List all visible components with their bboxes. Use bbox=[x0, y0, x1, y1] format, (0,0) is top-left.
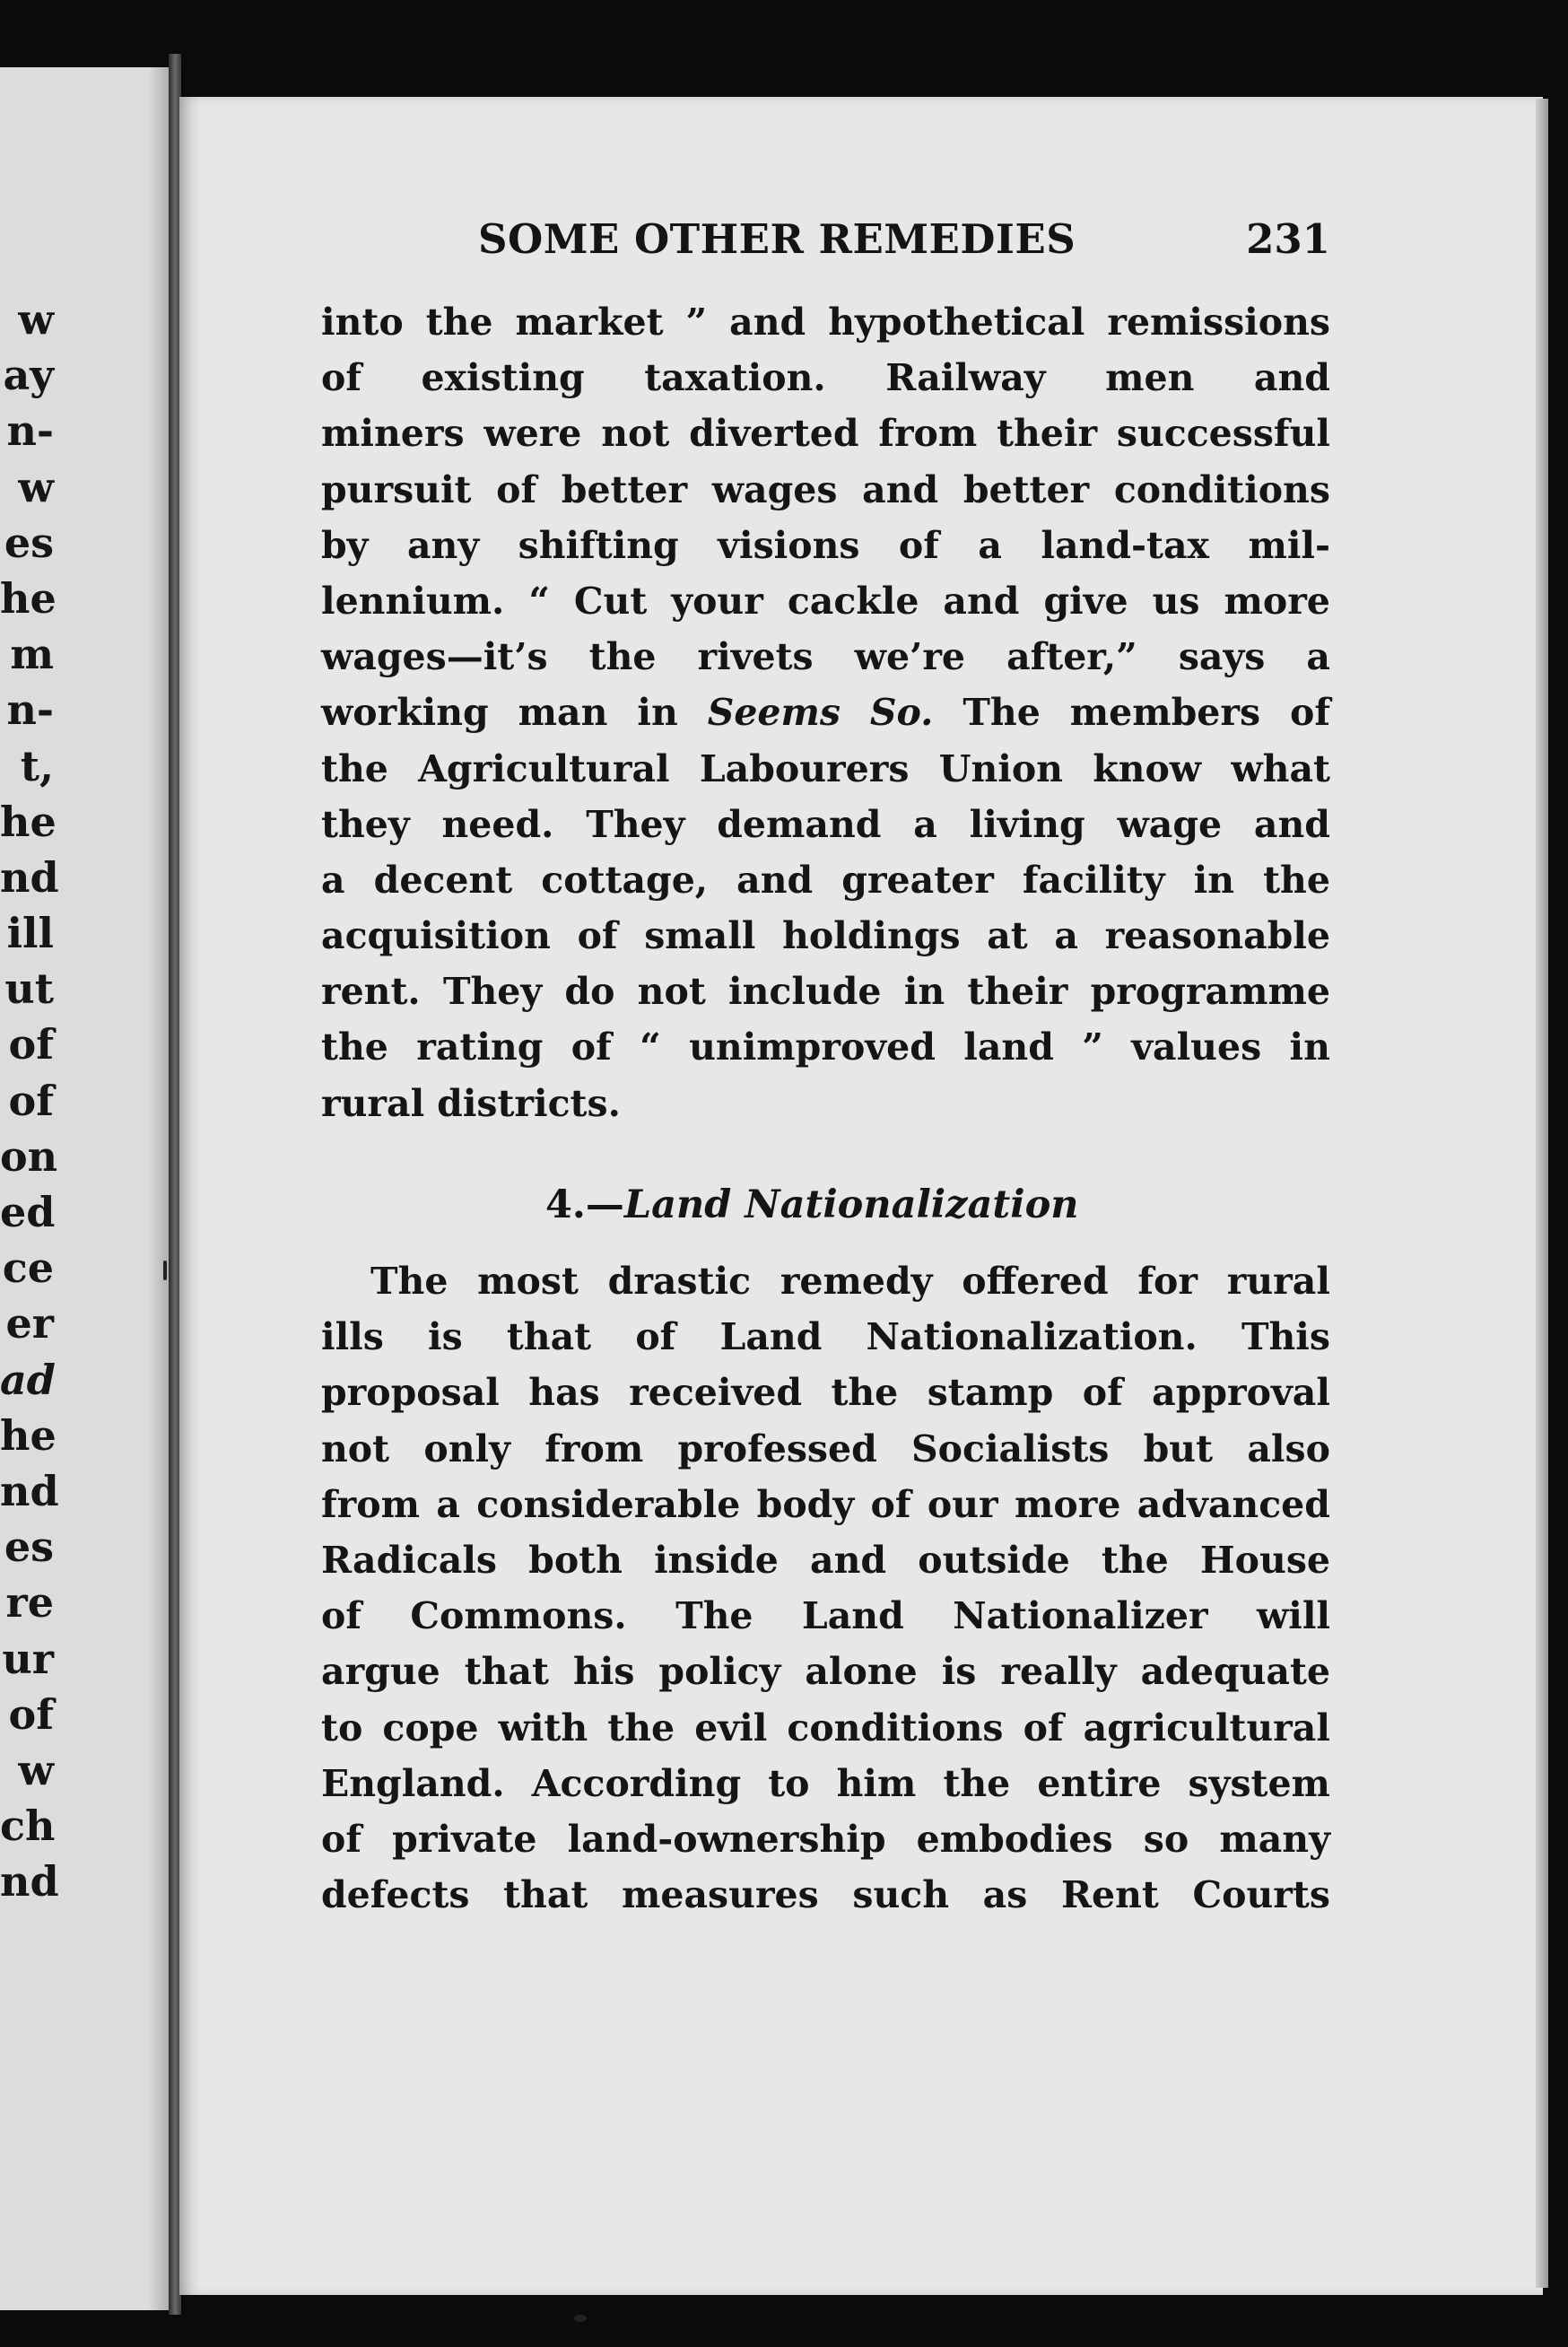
word: of bbox=[571, 1025, 612, 1069]
word: in bbox=[637, 691, 678, 735]
word: and bbox=[862, 467, 939, 511]
word: So. bbox=[869, 691, 934, 735]
word: entire bbox=[1037, 1761, 1162, 1805]
fragment: t, bbox=[20, 741, 54, 790]
fragment: of bbox=[8, 1076, 54, 1125]
fragment: er bbox=[5, 1299, 54, 1348]
word: a bbox=[913, 802, 937, 846]
word: that bbox=[503, 1873, 588, 1917]
scan-speck bbox=[574, 2315, 587, 2322]
word: many bbox=[1219, 1817, 1330, 1861]
word: Socialists bbox=[911, 1427, 1110, 1470]
word: holdings bbox=[782, 914, 961, 958]
fragment: ay bbox=[3, 351, 54, 400]
word: better bbox=[963, 467, 1090, 511]
word: says bbox=[1178, 635, 1266, 679]
word: not bbox=[321, 1427, 390, 1470]
fragment: w bbox=[18, 295, 54, 344]
word: hypothetical bbox=[828, 301, 1085, 344]
word: the bbox=[425, 301, 493, 344]
word: their bbox=[997, 412, 1098, 456]
fragment: ill bbox=[6, 909, 54, 958]
word: of bbox=[898, 523, 939, 567]
text-line bbox=[321, 1477, 1330, 1532]
word: diverted bbox=[689, 412, 859, 456]
word: facility bbox=[1022, 858, 1165, 902]
word: and bbox=[1253, 356, 1330, 400]
word: from bbox=[878, 412, 978, 456]
word: Seems bbox=[707, 691, 841, 735]
word: land-ownership bbox=[567, 1817, 886, 1861]
word: evil bbox=[694, 1706, 768, 1749]
word: his bbox=[572, 1650, 635, 1694]
word: rent. bbox=[321, 970, 421, 1014]
fragment: ur bbox=[2, 1634, 54, 1683]
text-line bbox=[321, 573, 1330, 629]
word: more bbox=[1015, 1482, 1121, 1526]
page-edge bbox=[1536, 99, 1548, 2288]
word: Labourers bbox=[699, 746, 910, 790]
word: “ bbox=[640, 1025, 661, 1069]
fragment: ut bbox=[4, 964, 54, 1014]
word: our bbox=[927, 1482, 998, 1526]
word: in bbox=[1193, 858, 1235, 902]
text-line bbox=[321, 964, 1330, 1019]
fragment: he bbox=[0, 573, 57, 623]
running-head bbox=[478, 215, 1330, 273]
word: in bbox=[1289, 1025, 1330, 1069]
word: know bbox=[1093, 746, 1202, 790]
word: Nationalization. bbox=[866, 1315, 1198, 1359]
word: really bbox=[1000, 1650, 1117, 1694]
word: from bbox=[544, 1427, 644, 1470]
word: were bbox=[483, 412, 582, 456]
text-line bbox=[321, 852, 1330, 908]
word: and bbox=[736, 858, 814, 902]
text-line bbox=[321, 1253, 1330, 1309]
word: but bbox=[1143, 1427, 1214, 1470]
word: Agricultural bbox=[418, 746, 670, 790]
word: for bbox=[1137, 1260, 1198, 1303]
word: in bbox=[903, 970, 945, 1014]
word: remedy bbox=[780, 1260, 933, 1303]
section-number: 4.— bbox=[545, 1182, 624, 1227]
word: Nationalizer bbox=[953, 1594, 1208, 1638]
word: rural bbox=[1226, 1260, 1330, 1303]
word: conditions bbox=[787, 1706, 1004, 1749]
word: and bbox=[729, 301, 806, 344]
fragment: re bbox=[5, 1578, 54, 1627]
word: the bbox=[943, 1761, 1011, 1805]
word: land bbox=[963, 1025, 1054, 1069]
word: members bbox=[1069, 691, 1261, 735]
word: both bbox=[528, 1538, 623, 1582]
text-line bbox=[321, 797, 1330, 852]
word: land-tax bbox=[1041, 523, 1209, 567]
fragment: ch bbox=[0, 1802, 56, 1851]
word: received bbox=[629, 1371, 803, 1415]
word: acquisition bbox=[321, 914, 551, 958]
word: of bbox=[1082, 1371, 1123, 1415]
word: any bbox=[406, 523, 480, 567]
word: living bbox=[969, 802, 1085, 846]
word: advanced bbox=[1137, 1482, 1330, 1526]
word: private bbox=[392, 1817, 537, 1861]
word: better bbox=[561, 467, 688, 511]
word: is bbox=[428, 1315, 463, 1359]
word: such bbox=[852, 1873, 950, 1917]
word: ills bbox=[321, 1315, 384, 1359]
word: a bbox=[436, 1482, 460, 1526]
text-line-with-italic-title bbox=[321, 685, 1330, 740]
word: the bbox=[1263, 858, 1330, 902]
word: pursuit bbox=[321, 467, 472, 511]
word: proposal bbox=[321, 1371, 500, 1415]
word: offered bbox=[962, 1260, 1109, 1303]
word: approval bbox=[1152, 1371, 1330, 1415]
word: more bbox=[1224, 579, 1330, 623]
word: drastic bbox=[607, 1260, 752, 1303]
word: programme bbox=[1090, 970, 1330, 1014]
fragment: nd bbox=[0, 1857, 59, 1906]
text-line bbox=[321, 1309, 1330, 1365]
text-line bbox=[321, 1756, 1330, 1811]
word: and bbox=[943, 579, 1020, 623]
fragment: he bbox=[0, 1410, 57, 1460]
word: we’re bbox=[854, 635, 966, 679]
word: outside bbox=[918, 1538, 1070, 1582]
text-line bbox=[321, 1644, 1330, 1699]
word: Rent bbox=[1060, 1873, 1159, 1917]
word: Radicals bbox=[321, 1538, 498, 1582]
text-line bbox=[321, 1365, 1330, 1420]
fragment: n- bbox=[6, 685, 54, 735]
word: Land bbox=[801, 1594, 904, 1638]
word: reasonable bbox=[1104, 914, 1330, 958]
word: The bbox=[370, 1260, 449, 1303]
word: of bbox=[321, 1817, 362, 1861]
word: of bbox=[321, 356, 362, 400]
word: a bbox=[321, 858, 345, 902]
word: “ bbox=[528, 579, 550, 623]
word: a bbox=[1054, 914, 1078, 958]
word: has bbox=[528, 1371, 600, 1415]
word: measures bbox=[622, 1873, 819, 1917]
text-line bbox=[321, 518, 1330, 573]
text-line bbox=[321, 629, 1330, 685]
word: is bbox=[941, 1650, 977, 1694]
fragment: on bbox=[0, 1131, 58, 1181]
word: miners bbox=[321, 412, 465, 456]
word: stamp bbox=[927, 1371, 1054, 1415]
word: House bbox=[1199, 1538, 1330, 1582]
text-line bbox=[321, 908, 1330, 964]
fragment: w bbox=[18, 1745, 54, 1794]
text-line bbox=[321, 1019, 1330, 1075]
text-line bbox=[321, 1532, 1330, 1588]
text-line bbox=[321, 294, 1330, 350]
word: by bbox=[321, 523, 369, 567]
word: to bbox=[321, 1706, 363, 1749]
page-number: 231 bbox=[1246, 215, 1330, 263]
word: so bbox=[1143, 1817, 1189, 1861]
word: market bbox=[515, 301, 664, 344]
fragment: nd bbox=[0, 852, 59, 902]
word: as bbox=[982, 1873, 1028, 1917]
word: cackle bbox=[787, 579, 919, 623]
text-line bbox=[321, 406, 1330, 461]
word: Railway bbox=[885, 356, 1046, 400]
word: a bbox=[1306, 635, 1330, 679]
word: a bbox=[978, 523, 1002, 567]
scan-speck bbox=[163, 1261, 167, 1280]
fragment: n- bbox=[6, 406, 54, 456]
text-line bbox=[321, 1700, 1330, 1756]
word: adequate bbox=[1140, 1650, 1330, 1694]
word: England. bbox=[321, 1761, 505, 1805]
word: wage bbox=[1117, 802, 1223, 846]
word: inside bbox=[654, 1538, 779, 1582]
word: considerable bbox=[476, 1482, 741, 1526]
word: wages bbox=[711, 467, 838, 511]
word: rural bbox=[321, 1081, 425, 1125]
word: the bbox=[607, 1706, 675, 1749]
word: their bbox=[967, 970, 1068, 1014]
word: not bbox=[637, 970, 706, 1014]
word: working bbox=[321, 691, 489, 735]
word: wages—it’s bbox=[321, 635, 548, 679]
word: body bbox=[756, 1482, 855, 1526]
fragment: ed bbox=[0, 1188, 56, 1236]
word: at bbox=[987, 914, 1028, 958]
word: of bbox=[1290, 691, 1330, 735]
word: of bbox=[1023, 1706, 1064, 1749]
word: small bbox=[644, 914, 756, 958]
text-line bbox=[321, 741, 1330, 797]
word: values bbox=[1131, 1025, 1262, 1069]
word: conditions bbox=[1113, 467, 1330, 511]
word: the bbox=[321, 1025, 388, 1069]
word: ” bbox=[1082, 1025, 1103, 1069]
word: cope bbox=[382, 1706, 479, 1749]
previous-page-line-endings bbox=[0, 292, 59, 1909]
word: that bbox=[506, 1315, 592, 1359]
fragment: ce bbox=[2, 1243, 54, 1293]
word: The bbox=[963, 691, 1041, 735]
word: districts. bbox=[437, 1081, 621, 1125]
word: They bbox=[442, 970, 543, 1014]
word: after,” bbox=[1006, 635, 1137, 679]
word: Union bbox=[938, 746, 1063, 790]
word: men bbox=[1105, 356, 1195, 400]
word: of bbox=[635, 1315, 676, 1359]
word: and bbox=[810, 1538, 887, 1582]
fragment: es bbox=[4, 1522, 54, 1572]
text-line bbox=[321, 1588, 1330, 1644]
word: include bbox=[728, 970, 882, 1014]
text-line bbox=[321, 462, 1330, 518]
word: into bbox=[321, 301, 404, 344]
text-line bbox=[321, 1811, 1330, 1867]
word: decent bbox=[373, 858, 513, 902]
word: shifting bbox=[518, 523, 679, 567]
word: the bbox=[588, 635, 657, 679]
text-line bbox=[321, 1076, 1330, 1131]
paragraph-1 bbox=[321, 294, 1330, 1131]
word: to bbox=[768, 1761, 810, 1805]
word: from bbox=[321, 1482, 420, 1526]
word: They bbox=[586, 802, 685, 846]
word: system bbox=[1188, 1761, 1330, 1805]
word: greater bbox=[841, 858, 994, 902]
word: alone bbox=[805, 1650, 918, 1694]
word: and bbox=[1253, 802, 1330, 846]
fragment: es bbox=[4, 518, 54, 567]
word: not bbox=[601, 412, 670, 456]
word: of bbox=[496, 467, 537, 511]
word: the bbox=[1101, 1538, 1169, 1582]
word: what bbox=[1231, 746, 1330, 790]
word: defects bbox=[321, 1873, 470, 1917]
text-line bbox=[321, 1867, 1330, 1923]
word: give bbox=[1043, 579, 1128, 623]
word: also bbox=[1247, 1427, 1330, 1470]
word: This bbox=[1241, 1315, 1330, 1359]
word: policy bbox=[658, 1650, 781, 1694]
word: the bbox=[321, 746, 388, 790]
word: will bbox=[1256, 1594, 1330, 1638]
word: him bbox=[836, 1761, 917, 1805]
word: The bbox=[675, 1594, 754, 1638]
fragment: m bbox=[10, 630, 54, 679]
word: do bbox=[564, 970, 615, 1014]
word: need. bbox=[441, 802, 554, 846]
word: lennium. bbox=[321, 579, 505, 623]
word: cottage, bbox=[541, 858, 709, 902]
word: that bbox=[464, 1650, 549, 1694]
word: of bbox=[577, 914, 618, 958]
word: unimproved bbox=[689, 1025, 936, 1069]
section-title: Land Nationalization bbox=[623, 1182, 1079, 1227]
word: remissions bbox=[1107, 301, 1330, 344]
word: most bbox=[477, 1260, 579, 1303]
word: they bbox=[321, 802, 410, 846]
word: taxation. bbox=[644, 356, 826, 400]
word: According bbox=[531, 1761, 742, 1805]
word: rivets bbox=[697, 635, 814, 679]
word: existing bbox=[421, 356, 585, 400]
fragment: of bbox=[8, 1020, 54, 1069]
word: rating bbox=[416, 1025, 544, 1069]
running-title: SOME OTHER REMEDIES bbox=[478, 215, 1076, 263]
text-line bbox=[321, 1421, 1330, 1477]
word: mil- bbox=[1248, 523, 1330, 567]
word: demand bbox=[717, 802, 882, 846]
fragment: he bbox=[0, 797, 57, 846]
word: only bbox=[423, 1427, 510, 1470]
word: professed bbox=[677, 1427, 877, 1470]
word: Commons. bbox=[410, 1594, 627, 1638]
word: visions bbox=[718, 523, 860, 567]
word: Land bbox=[719, 1315, 823, 1359]
word: with bbox=[498, 1706, 588, 1749]
paragraph-2 bbox=[321, 1253, 1330, 1923]
word: the bbox=[831, 1371, 899, 1415]
section-heading bbox=[545, 1182, 1079, 1227]
word: Cut bbox=[573, 579, 648, 623]
word: Courts bbox=[1192, 1873, 1330, 1917]
word: embodies bbox=[916, 1817, 1113, 1861]
word: your bbox=[671, 579, 763, 623]
word: successful bbox=[1116, 412, 1330, 456]
word: agricultural bbox=[1083, 1706, 1330, 1749]
fragment: w bbox=[18, 462, 54, 511]
text-line bbox=[321, 350, 1330, 406]
word: argue bbox=[321, 1650, 440, 1694]
word: of bbox=[870, 1482, 911, 1526]
fragment: of bbox=[8, 1689, 54, 1739]
word: us bbox=[1152, 579, 1200, 623]
word: of bbox=[321, 1594, 362, 1638]
word: ” bbox=[685, 301, 708, 344]
fragment: nd bbox=[0, 1466, 59, 1515]
word: man bbox=[518, 691, 608, 735]
fragment: ad bbox=[0, 1355, 56, 1404]
